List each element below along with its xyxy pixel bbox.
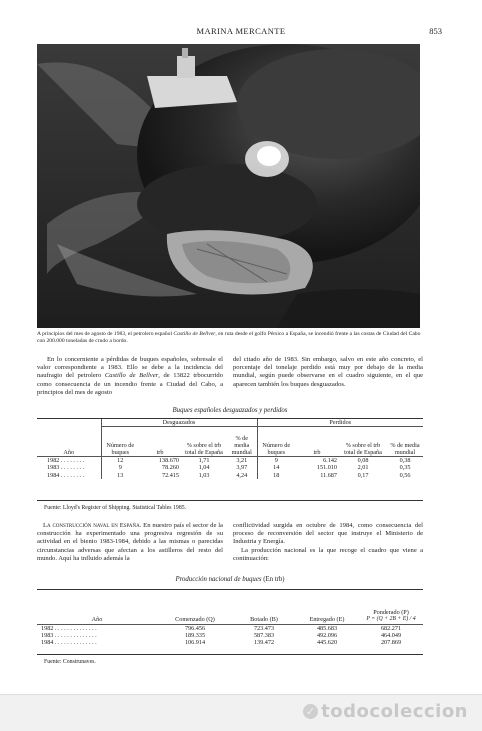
text-column-right-1: del citado año de 1983. Sin embargo, salvo en este año concreto, el porcentaje del tonelaje perdido está muy por debajo de la media mundial, según puede observarse en el cuadro siguiente, en el que aparecen también los buques desguazados.	[233, 356, 423, 388]
watermark-bar	[0, 694, 482, 731]
table-row: 1982 . . . . . . . . 12 138.670 1,71 3,21 9 6.142 0,08 0,38	[37, 457, 423, 465]
table-row: 1983 . . . . . . . . 9 78.260 1,04 3,97 14 151.010 2,01 0,35	[47, 464, 411, 472]
watermark-logo-icon: ✓	[303, 704, 318, 719]
t1-header-year: Año	[63, 449, 75, 456]
table2-title: Producción nacional de buques (En trb)	[175, 576, 285, 583]
national-ship-production-table: Año Comenzado (Q) Botado (B) Entregado (E) Ponderado (P) P = (Q + 2B + E) / 4 1982 . . . . . . . . . . . . . . 796.456 723.473 485.683 682.271 1983 . . . . . . . . . . . . . . 189.335 587.383 492.096 464.049 1984 . . . . . . . . . . . . . . 106.914 139.472 445.620 207.869	[37, 590, 423, 646]
photo-illustration	[37, 44, 420, 328]
table2-source: Fuente: Construnaves.	[44, 659, 96, 665]
table-row: 1982 . . . . . . . . . . . . . . 796.456 723.473 485.683 682.271	[37, 624, 423, 632]
t1-header-scrapped: Desguazados	[101, 419, 257, 427]
running-header: MARINA MERCANTE	[196, 26, 286, 36]
photo-caption: A principios del mes de agosto de 1983, el petrolero español Castillo de Bellver, en ruta desde el golfo Pérsico a España, se incendió frente a las costas de Ciudad del Cabo con 200.000 toneladas de crudo a bordo.	[37, 331, 421, 344]
text-column-left-1: En lo concerniente a pérdidas de buques españoles, sobresale el valor correspondiente a 1983. Ello se debe a la incidencia del naufragio del petrolero Castillo de Bellver, de 13822 trbocurrido como consecuencia de un incendio frente a Ciudad del Cabo, a principios del mes de agosto	[37, 356, 223, 396]
table1-title: Buques españoles desguazados y perdidos	[172, 407, 288, 414]
caption-ship-name: Castillo de Bellver	[173, 331, 216, 337]
t1-header-lost: Perdidos	[257, 419, 423, 427]
page-number: 853	[429, 26, 442, 36]
text-column-left-2: La construcción naval en España. En nuestro país el sector de la construcción ha experimentado una progresiva regresión de su actividad en el bienio 1983-1984, debido a las mismas o parecidas circunstancias adversas que afectan a los astilleros del resto del mundo. Aquí ha influido además la	[37, 522, 223, 562]
table1-source: Fuente: Lloyd's Register of Shipping. Statistical Tables 1985.	[44, 505, 187, 511]
t2-header-year: Año	[91, 616, 103, 624]
weighted-formula: P = (Q + 2B + E) / 4	[366, 616, 416, 623]
text-column-right-2: conflictividad surgida en octubre de 1984, como consecuencia del proceso de reconversión del sector que instruye el Ministerio de Industria y Energía. La producción nacional es la que recoge el cuadro que viene a continuación:	[233, 522, 423, 562]
table-row: 1983 . . . . . . . . . . . . . . 189.335 587.383 492.096 464.049	[41, 631, 402, 639]
scrapped-lost-ships-table: Año Desguazados Perdidos Número de buques trb % sobre el trb total de España % de media mundial Número de buques trb % sobre el trb total de España % de media mundial 1982 . . . . . . . . 12 138.670 1,71 3,21 9 6.142 0,08 0,38 1983 . . . . . . . . 9 78.260 1,04 3,97 14 151.010 2,01 0,35 1984 . . . . . . . . 13 72.415 1,03 4,24 18 11.687 0,17 0,56	[37, 419, 423, 479]
table-row: 1984 . . . . . . . . 13 72.415 1,03 4,24 18 11.687 0,17 0,56	[47, 471, 411, 479]
todocoleccion-watermark: ✓ todocoleccion	[303, 701, 468, 722]
tanker-fire-photo	[37, 44, 420, 328]
table-row: 1984 . . . . . . . . . . . . . . 106.914 139.472 445.620 207.869	[41, 638, 402, 646]
